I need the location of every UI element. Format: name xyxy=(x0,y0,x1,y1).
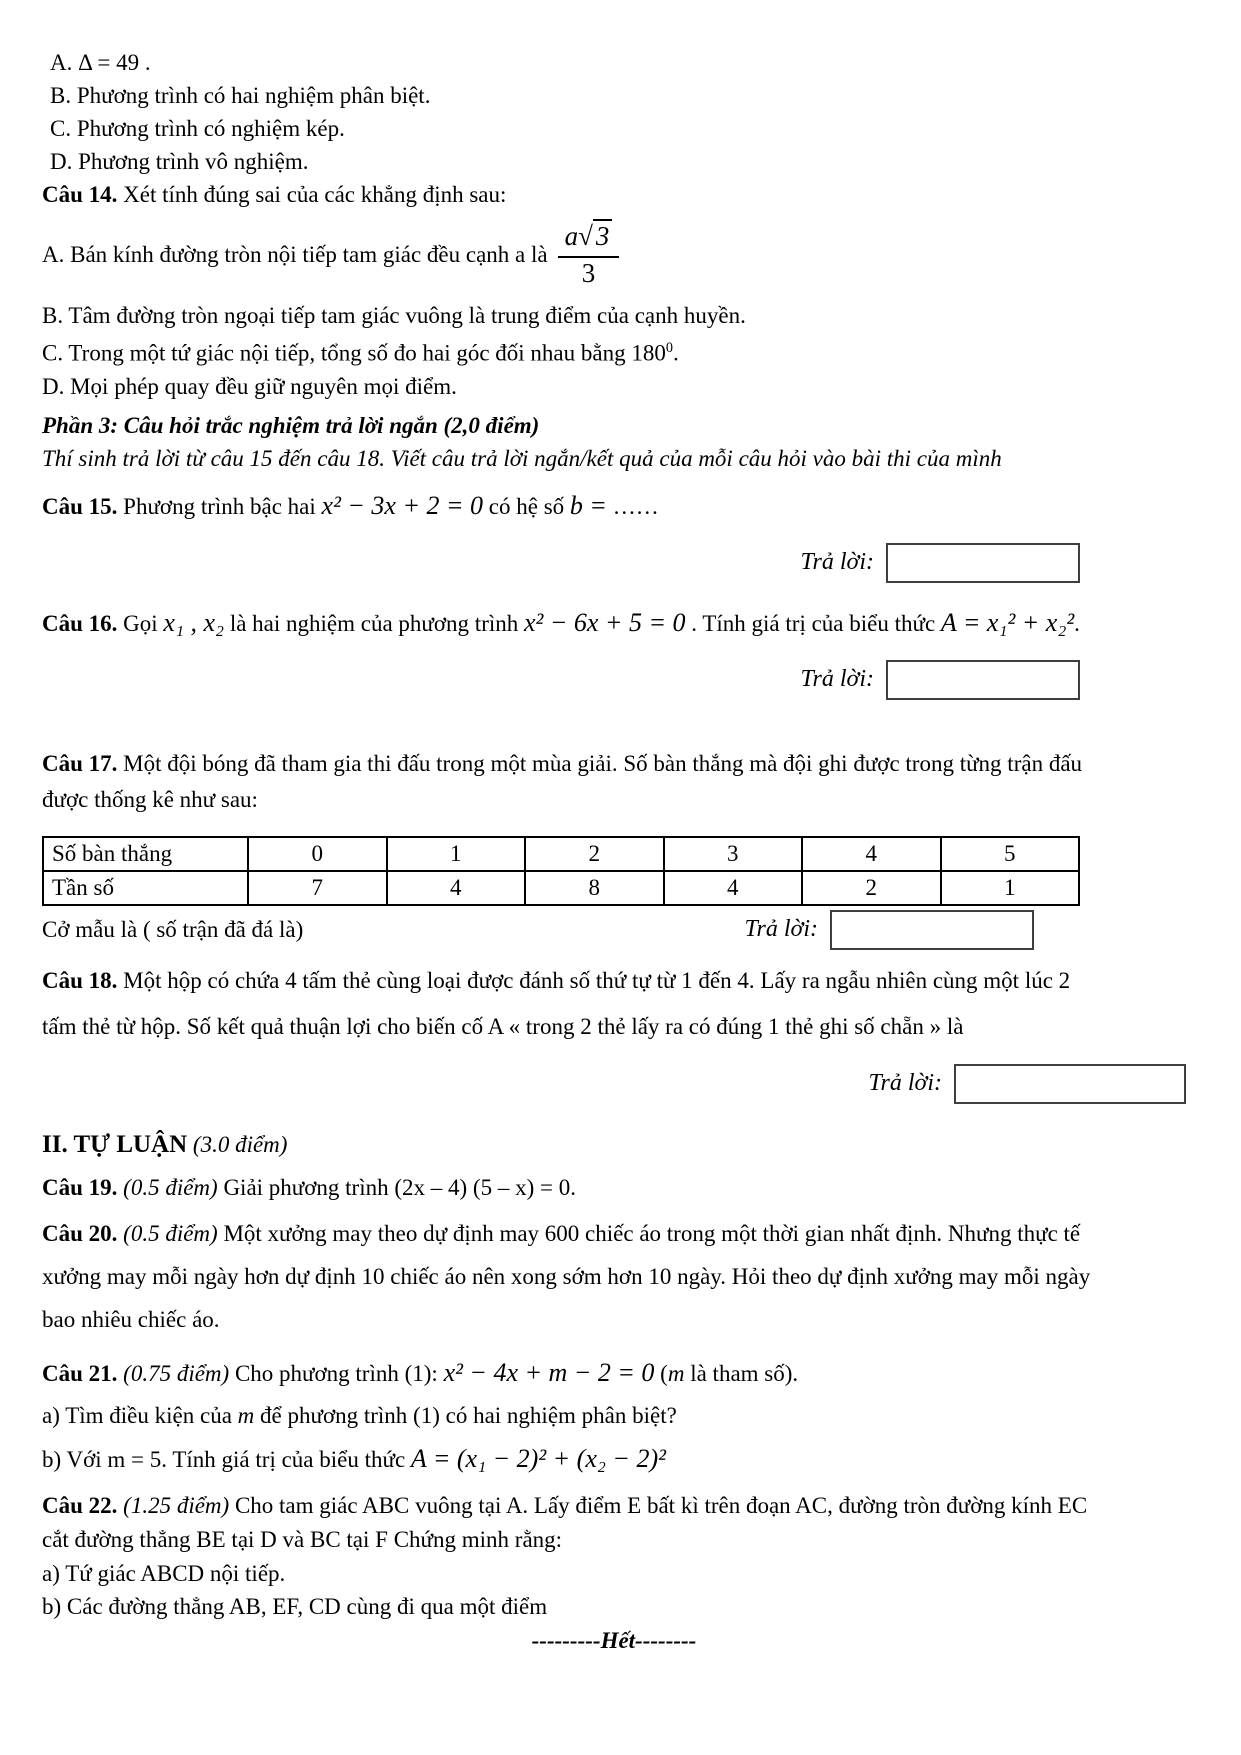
q14-label: Câu 14. xyxy=(42,182,118,207)
table-cell: 8 xyxy=(525,871,664,905)
table-cell: 2 xyxy=(525,837,664,871)
table-header-frequency: Tần số xyxy=(43,871,248,905)
question-17 xyxy=(42,746,1186,818)
q15-dots: …… xyxy=(612,493,659,519)
table-cell: 4 xyxy=(387,871,526,905)
answer-box-q16[interactable] xyxy=(886,660,1080,700)
table-cell: 3 xyxy=(664,837,803,871)
q17-text: Một đội bóng đã tham gia thi đấu trong một mùa giải. Số bàn thắng mà đội ghi được trong từng trận đấu được thống kê như sau: xyxy=(42,750,1083,812)
q21-paren-open: ( xyxy=(660,1360,668,1386)
end-marker: ---------Hết-------- xyxy=(531,1627,697,1653)
q19-points: (0.5 điểm) xyxy=(123,1174,218,1200)
q19-label: Câu 19. xyxy=(42,1174,118,1200)
q20-label: Câu 20. xyxy=(42,1220,118,1246)
q14-prompt xyxy=(42,178,1186,211)
answer-row-q18 xyxy=(42,1064,1186,1104)
q16-period: . xyxy=(1074,610,1080,636)
q14-prompt-text: Xét tính đúng sai của các khẳng định sau: xyxy=(123,182,507,207)
part3-instruction: Thí sinh trả lời từ câu 15 đến câu 18. Viết câu trả lời ngắn/kết quả của mỗi câu hỏi vào bài thi của mình xyxy=(42,445,1002,471)
q13-option-a: A. Δ = 49 . xyxy=(50,50,151,75)
q14-option-c-period: . xyxy=(672,340,679,366)
q22-label: Câu 22. xyxy=(42,1492,118,1518)
q13-option-d: D. Phương trình vô nghiệm. xyxy=(50,149,309,174)
q14-option-a-text: A. Bán kính đường tròn nội tiếp tam giác đều cạnh a là xyxy=(42,242,548,267)
question-21 xyxy=(42,1351,1186,1396)
q14-option-c xyxy=(42,332,1186,370)
table-cell: 4 xyxy=(802,837,941,871)
q14-option-d: D. Mọi phép quay đều giữ nguyên mọi điểm. xyxy=(42,373,457,399)
table-cell: 4 xyxy=(664,871,803,905)
q21-label: Câu 21. xyxy=(42,1360,118,1386)
q17-answer-line xyxy=(42,910,1186,950)
question-20 xyxy=(42,1212,1186,1341)
q21-text-1: Cho phương trình (1): xyxy=(234,1360,438,1386)
q16-text-1: Gọi xyxy=(123,610,158,636)
q21-a-variable: m xyxy=(237,1402,255,1428)
answer-box-q17[interactable] xyxy=(830,910,1034,950)
table-cell: 0 xyxy=(248,837,387,871)
q21-b-text: b) Với m = 5. Tính giá trị của biểu thức xyxy=(42,1446,406,1472)
q22-text: Cho tam giác ABC vuông tại A. Lấy điểm E bất kì trên đoạn AC, đường tròn đường kính EC cắt đường thẳng BE tại D và BC tại F Chứng minh rằng: xyxy=(42,1492,1088,1552)
q18-text: Một hộp có chứa 4 tấm thẻ cùng loại được đánh số thứ tự từ 1 đến 4. Lấy ra ngẫu nhiên cùng một lúc 2 tấm thẻ từ hộp. Số kết quả thuận lợi cho biến cố A « trong 2 thẻ lấy ra có đúng 1 thẻ ghi số chẵn » là xyxy=(42,967,1071,1039)
q15-label: Câu 15. xyxy=(42,493,118,519)
question-15 xyxy=(42,484,1186,529)
frequency-table xyxy=(42,836,1080,906)
answer-row-q15 xyxy=(42,543,1080,583)
question-22 xyxy=(42,1489,1186,1557)
question-16 xyxy=(42,601,1186,646)
q16-expression: A = x₁² + x₂² xyxy=(940,607,1075,637)
q16-equation: x² − 6x + 5 = 0 xyxy=(524,607,686,637)
q21-part-a xyxy=(42,1396,1186,1436)
table-cell: 7 xyxy=(248,871,387,905)
q21-a-post: để phương trình (1) có hai nghiệm phân biệt? xyxy=(254,1402,677,1428)
q18-label: Câu 18. xyxy=(42,967,118,993)
table-cell: 5 xyxy=(941,837,1080,871)
q13-option-b: B. Phương trình có hai nghiệm phân biệt. xyxy=(50,83,431,108)
answer-label: Trả lời: xyxy=(868,1070,942,1097)
answer-row-q16 xyxy=(42,660,1080,700)
q21-equation: x² − 4x + m − 2 = 0 xyxy=(443,1357,655,1387)
q21-points: (0.75 điểm) xyxy=(123,1360,230,1386)
q22-part-b: b) Các đường thẳng AB, EF, CD cùng đi qua một điểm xyxy=(42,1593,548,1619)
table-header-goals: Số bàn thắng xyxy=(43,837,248,871)
q15-text-2: có hệ số xyxy=(488,493,565,519)
q13-option-c: C. Phương trình có nghiệm kép. xyxy=(50,116,345,141)
q14-option-c-text: C. Trong một tứ giác nội tiếp, tổng số đo hai góc đối nhau bằng 180 xyxy=(42,340,666,366)
q21-a-pre: a) Tìm điều kiện của xyxy=(42,1402,238,1428)
answer-label: Trả lời: xyxy=(800,549,874,576)
q16-label: Câu 16. xyxy=(42,610,118,636)
q21-part-b xyxy=(42,1436,1186,1483)
q20-text: Một xưởng may theo dự định may 600 chiếc áo trong một thời gian nhất định. Nhưng thực tế xưởng may mỗi ngày hơn dự định 10 chiếc áo nên xong sớm hơn 10 ngày. Hỏi theo dự định xưởng may mỗi ngày bao nhiêu chiếc áo. xyxy=(42,1220,1091,1332)
superscript-zero: 0 xyxy=(665,340,673,356)
q22-points: (1.25 điểm) xyxy=(123,1492,230,1518)
answer-label: Trả lời: xyxy=(744,916,818,943)
q21-parameter: m xyxy=(667,1360,685,1386)
q17-label: Câu 17. xyxy=(42,750,118,776)
answer-box-q18[interactable] xyxy=(954,1064,1186,1104)
fraction-denominator: 3 xyxy=(581,257,596,288)
q15-coefficient: b = xyxy=(569,490,607,520)
table-row-frequency xyxy=(43,871,1079,905)
q14-option-b: B. Tâm đường tròn ngoại tiếp tam giác vuông là trung điểm của cạnh huyền. xyxy=(42,303,746,328)
q16-text-2: là hai nghiệm của phương trình xyxy=(229,610,519,636)
answer-box-q15[interactable] xyxy=(886,543,1080,583)
part3-title: Phần 3: Câu hỏi trắc nghiệm trả lời ngắn (2,0 điểm) xyxy=(42,412,540,438)
sqrt-sign: √ xyxy=(578,221,593,252)
answer-row-q17 xyxy=(745,910,1035,950)
q15-equation: x² − 3x + 2 = 0 xyxy=(321,490,484,520)
q20-points: (0.5 điểm) xyxy=(123,1220,218,1246)
table-row-goals xyxy=(43,837,1079,871)
question-18 xyxy=(42,958,1186,1050)
fraction-variable: a xyxy=(564,221,579,252)
table-cell: 1 xyxy=(387,837,526,871)
table-cell: 1 xyxy=(941,871,1080,905)
sqrt-radicand: 3 xyxy=(593,219,613,251)
table-cell: 2 xyxy=(802,871,941,905)
section2-title: II. TỰ LUẬN xyxy=(42,1130,188,1158)
q16-text-3: . Tính giá trị của biểu thức xyxy=(691,610,936,636)
section2-heading xyxy=(42,1128,1186,1161)
section2-points: (3.0 điểm) xyxy=(192,1131,288,1157)
q22-part-a: a) Tứ giác ABCD nội tiếp. xyxy=(42,1560,286,1586)
q19-text: Giải phương trình (2x – 4) (5 – x) = 0. xyxy=(223,1174,576,1200)
q21-b-expression: A = (x₁ − 2)² + (x₂ − 2)² xyxy=(410,1443,666,1473)
q15-text-1: Phương trình bậc hai xyxy=(123,493,316,519)
q17-sample-size-note: Cở mẫu là ( số trận đã đá là) xyxy=(42,916,304,942)
q16-roots: x₁ , x₂ xyxy=(163,607,225,637)
q14-option-a xyxy=(42,211,1186,299)
question-19 xyxy=(42,1171,1186,1204)
fraction-numerator xyxy=(558,221,620,257)
q21-paren-text: là tham số). xyxy=(684,1360,799,1386)
fraction xyxy=(558,221,620,288)
answer-label: Trả lời: xyxy=(800,666,874,693)
